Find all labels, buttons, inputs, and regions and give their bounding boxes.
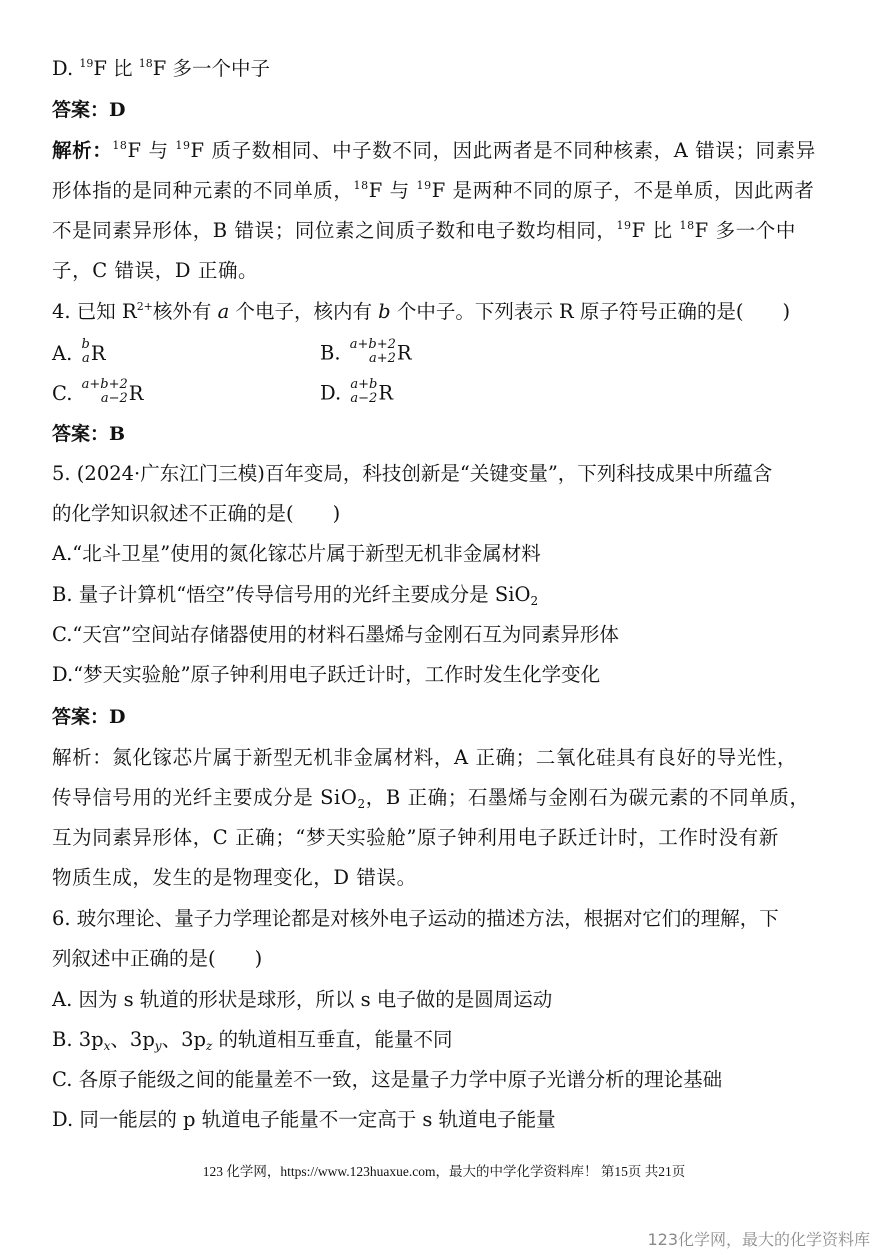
- q4-option-d: D. a+b a−2 R: [320, 377, 393, 406]
- q6-stem-line-2: 列叙述中正确的是( ): [52, 947, 263, 970]
- q5-stem-line-1: 5. (2024·广东江门三模)百年变局，科技创新是“关键变量”，下列科技成果中所蕴含: [52, 462, 773, 485]
- watermark: 123化学网，最大的化学资料库: [647, 1230, 870, 1249]
- page-footer: 123 化学网，https://www.123huaxue.com，最大的中学化学资料库！ 第15页 共21页: [202, 1164, 686, 1179]
- q6-stem-line-1: 6. 玻尔理论、量子力学理论都是对核外电子运动的描述方法，根据对它们的理解，下: [52, 907, 779, 930]
- q6-option-d: D. 同一能层的 p 轨道电子能量不一定高于 s 轨道电子能量: [52, 1108, 556, 1131]
- q5-stem-line-2: 的化学知识叙述不正确的是( ): [52, 502, 341, 525]
- q6-option-c: C. 各原子能级之间的能量差不一致，这是量子力学中原子光谱分析的理论基础: [52, 1068, 723, 1091]
- q4-option-b: B. a+b+2 a+2 R: [320, 337, 412, 366]
- q4-option-c: C. a+b+2 a−2 R: [52, 377, 144, 406]
- q5-option-c: C.“天宫”空间站存储器使用的材料石墨烯与金刚石互为同素异形体: [52, 623, 619, 646]
- q5-explanation-line-2: 传导信号用的光纤主要成分是 SiO$_2$，B 正确；石墨烯与金刚石为碳元素的不同单质，: [52, 786, 810, 811]
- q5-explanation-line-3: 互为同素异形体，C 正确；“梦天实验舱”原子钟利用电子跃迁计时，工作时没有新: [52, 826, 779, 849]
- q4-options-row-2: [52, 377, 852, 408]
- q4-option-a: A. b a R: [52, 337, 106, 366]
- q3-explanation-line-4: 子，C 错误，D 正确。: [52, 259, 259, 282]
- q3-explanation-line-2: 形体指的是同种元素的不同单质，$^{18}$F 与 $^{19}$F 是两种不同的原子，不是单质，因此两者: [52, 179, 815, 202]
- q3-option-d: D. $^{19}$F 比 $^{18}$F 多一个中子: [52, 57, 271, 80]
- q3-answer: 答案：D: [52, 99, 126, 121]
- q4-stem: 4. 已知 $R^{2+}$核外有 a 个电子，核内有 b 个中子。下列表示 R 原子符号正确的是( ): [52, 300, 791, 323]
- q4-answer: 答案：B: [52, 423, 126, 445]
- q4-options-row-1: [52, 337, 852, 368]
- q5-option-d: D.“梦天实验舱”原子钟利用电子跃迁计时，工作时发生化学变化: [52, 663, 601, 686]
- q5-explanation-line-4: 物质生成，发生的是物理变化，D 错误。: [52, 866, 417, 889]
- q5-answer: 答案：D: [52, 706, 126, 728]
- q6-option-a: A. 因为 s 轨道的形状是球形，所以 s 电子做的是圆周运动: [52, 988, 553, 1011]
- q6-option-b: B. $3p_x$、$3p_y$、$3p_z$ 的轨道相互垂直，能量不同: [52, 1028, 453, 1053]
- q3-explanation-line-3: 不是同素异形体，B 错误；同位素之间质子数和电子数均相同，$^{19}$F 比 $^{18}$F 多一个中: [52, 219, 797, 242]
- q5-option-b: B. 量子计算机“悟空”传导信号用的光纤主要成分是 SiO$_2$: [52, 583, 539, 608]
- q5-option-a: A.“北斗卫星”使用的氮化镓芯片属于新型无机非金属材料: [52, 542, 541, 565]
- q3-explanation-line-1: 解析：$^{18}$F 与 $^{19}$F 质子数相同、中子数不同，因此两者是不同种核素，A 错误；同素异: [52, 139, 816, 162]
- q5-explanation-line-1: 解析：氮化镓芯片属于新型无机非金属材料，A 正确；二氧化硅具有良好的导光性，: [52, 746, 798, 769]
